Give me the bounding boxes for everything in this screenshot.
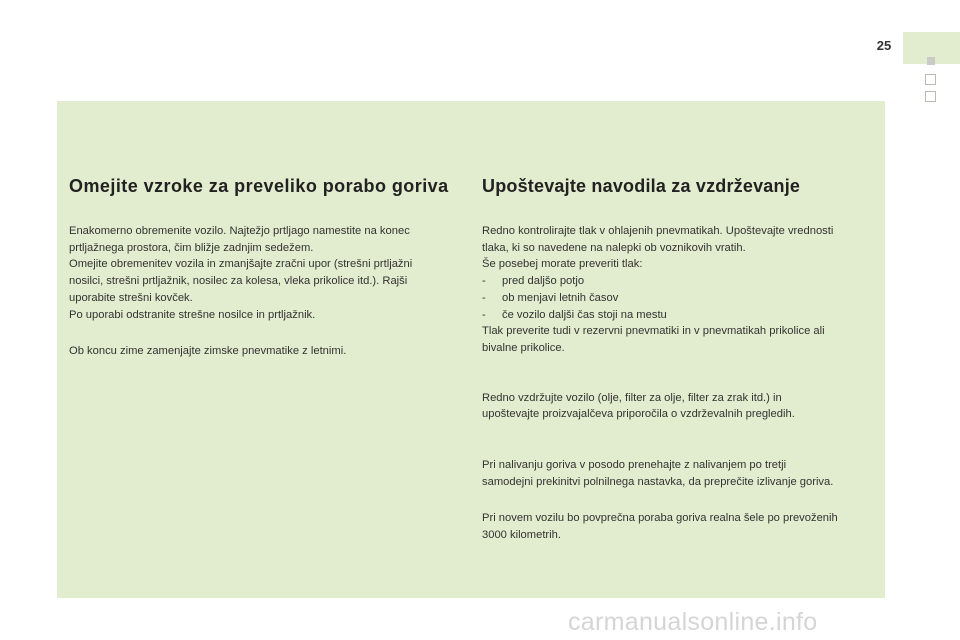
page-marker-empty — [925, 91, 936, 102]
list-item-text: pred daljšo potjo — [502, 275, 585, 288]
list-dash: - — [482, 275, 486, 288]
text-line: Enakomerno obremenite vozilo. Najtežjo prtljago namestite na konec — [69, 225, 410, 237]
right-paragraph-2 — [482, 390, 882, 423]
text-line: prtljažnega prostora, čim bližje zadnjim sedežem. — [69, 241, 314, 254]
left-heading: Omejite vzroke za preveliko porabo goriva — [69, 176, 449, 196]
text-line: Še posebej morate preveriti tlak: — [482, 258, 643, 271]
page-number: 25 — [876, 38, 892, 53]
right-paragraph-1 — [482, 223, 882, 273]
list-item-text: ob menjavi letnih časov — [502, 291, 619, 304]
watermark: carmanualsonline.info — [568, 608, 818, 636]
text-line: tlaka, ki so navedene na nalepki ob voznikovih vratih. — [482, 241, 746, 254]
text-line: upoštevajte proizvajalčeva priporočila o vzdrževalnih pregledih. — [482, 408, 795, 421]
list-dash: - — [482, 291, 486, 304]
text-line: bivalne prikolice. — [482, 341, 565, 354]
left-paragraph-1 — [69, 223, 464, 323]
left-column — [69, 175, 464, 360]
text-line: 3000 kilometrih. — [482, 529, 561, 542]
text-line: samodejni prekinitvi polnilnega nastavka, da preprečite izlivanje goriva. — [482, 475, 834, 488]
left-paragraph-2: Ob koncu zime zamenjajte zimske pnevmatike z letnimi. — [69, 345, 347, 358]
list-item-text: če vozilo daljši čas stoji na mestu — [502, 308, 667, 321]
page-marker-filled — [927, 57, 935, 65]
right-paragraph-1-tail — [482, 323, 882, 356]
text-line: nosilci, strešni prtljažnik, nosilec za kolesa, vleka prikolice itd.). Rajši — [69, 275, 408, 288]
list-item — [482, 273, 882, 290]
right-paragraph-3 — [482, 457, 882, 490]
right-column — [482, 175, 882, 544]
right-heading: Upoštevajte navodila za vzdrževanje — [482, 176, 801, 196]
text-line: Redno vzdržujte vozilo (olje, filter za olje, filter za zrak itd.) in — [482, 391, 782, 404]
list-item — [482, 307, 882, 324]
list-item — [482, 290, 882, 307]
text-line: Pri novem vozilu bo povprečna poraba goriva realna šele po prevoženih — [482, 512, 838, 525]
page-marker-empty — [925, 74, 936, 85]
text-line: Pri nalivanju goriva v posodo prenehajte z nalivanjem po tretji — [482, 459, 787, 472]
list-dash: - — [482, 308, 486, 321]
text-line: uporabite strešni kovček. — [69, 291, 193, 304]
right-paragraph-4 — [482, 510, 882, 543]
text-line: Po uporabi odstranite strešne nosilce in prtljažnik. — [69, 308, 316, 321]
text-line: Redno kontrolirajte tlak v ohlajenih pnevmatikah. Upoštevajte vrednosti — [482, 225, 834, 237]
text-line: Omejite obremenitev vozila in zmanjšajte zračni upor (strešni prtljažni — [69, 258, 413, 271]
text-line: Tlak preverite tudi v rezervni pnevmatiki in v pnevmatikah prikolice ali — [482, 325, 825, 338]
